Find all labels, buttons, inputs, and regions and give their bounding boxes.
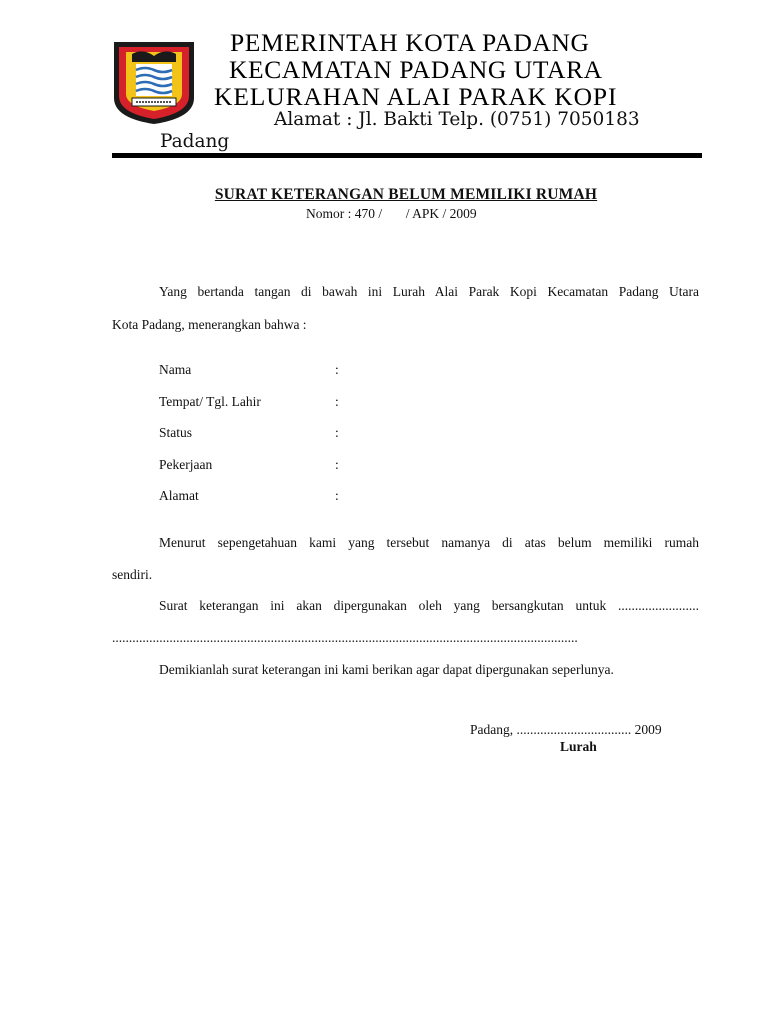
field-colon-name: :: [335, 362, 339, 377]
statement-line-2: sendiri.: [112, 567, 153, 582]
letterhead-subdistrict: KELURAHAN ALAI PARAK KOPI: [214, 82, 618, 111]
document-number: Nomor : 470 / / APK / 2009: [306, 206, 477, 221]
document-title: SURAT KETERANGAN BELUM MEMILIKI RUMAH: [214, 186, 598, 203]
field-label-status: Status: [159, 425, 193, 440]
intro-line-1: Yang bertanda tangan di bawah ini Lurah Alai Parak Kopi Kecamatan Padang Utara: [159, 284, 699, 299]
purpose-line-1: Surat keterangan ini akan dipergunakan oleh yang bersangkutan untuk ........................: [159, 598, 699, 613]
field-label-address: Alamat: [159, 488, 199, 503]
field-label-occupation: Pekerjaan: [159, 457, 213, 472]
field-label-birth: Tempat/ Tgl. Lahir: [159, 394, 261, 409]
statement-line-1: Menurut sepengetahuan kami yang tersebut namanya di atas belum memiliki rumah: [159, 535, 699, 550]
field-colon-status: :: [335, 425, 339, 440]
field-colon-birth: :: [335, 394, 339, 409]
intro-line-2: Kota Padang, menerangkan bahwa :: [112, 317, 307, 332]
signature-place-date: Padang, .................................. 2009: [470, 722, 662, 737]
letterhead-divider: [112, 153, 702, 158]
field-colon-occupation: :: [335, 457, 339, 472]
letterhead-city: Padang: [160, 131, 230, 152]
letterhead-address: Alamat : Jl. Bakti Telp. (0751) 7050183: [274, 109, 640, 130]
signature-title: Lurah: [560, 739, 597, 754]
field-colon-address: :: [335, 488, 339, 503]
letterhead-government: PEMERINTAH KOTA PADANG: [230, 28, 590, 57]
closing-statement: Demikianlah surat keterangan ini kami berikan agar dapat dipergunakan seperlunya.: [159, 662, 614, 677]
purpose-line-2: ..........................................................................................................................................: [112, 630, 578, 645]
field-label-name: Nama: [159, 362, 192, 377]
letterhead-district: KECAMATAN PADANG UTARA: [229, 55, 603, 84]
padang-city-emblem-icon: [112, 40, 196, 126]
